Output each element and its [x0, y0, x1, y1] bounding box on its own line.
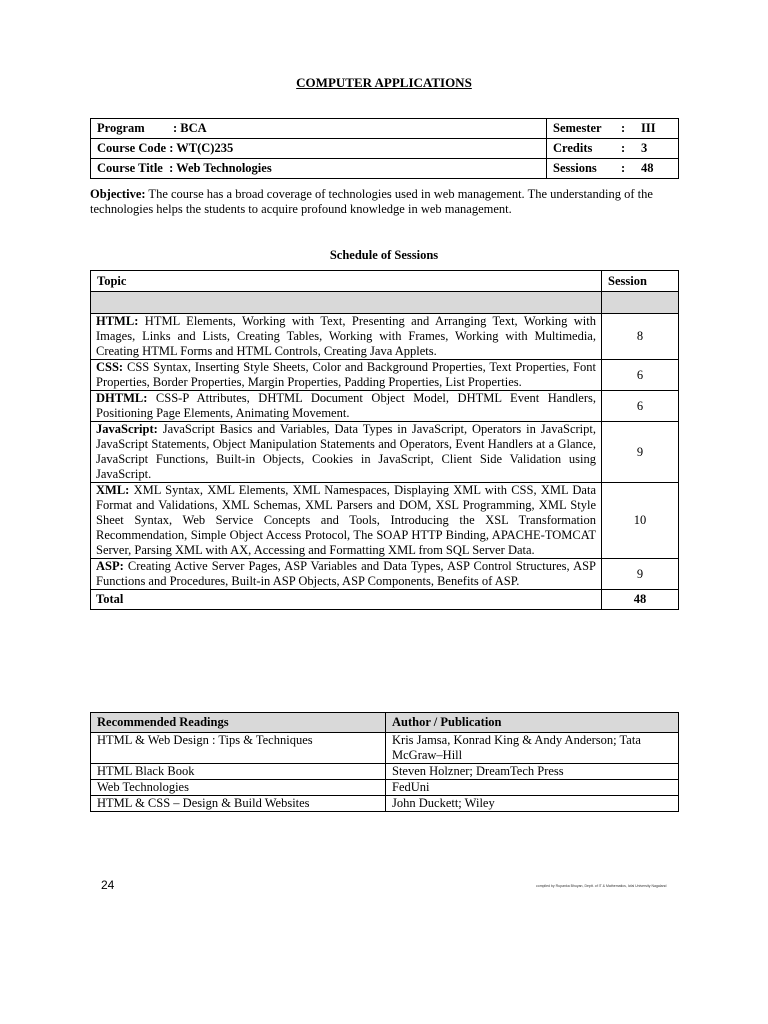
total-value: 48 — [602, 590, 679, 610]
schedule-table — [90, 270, 679, 610]
topic-text: XML Syntax, XML Elements, XML Namespaces, Displaying XML with CSS, XML Data Format and Validations, XML Schemas, XML Parsers and DOM, XSL Programming, XML Style Sheet Syntax, Web Service Concepts and Tools, Introducing the XSL Transformation Recommendation, Simple Object Access Protocol, The SOAP HTTP Binding, APACHE-TOMCAT Server, Parsing XML with AX, Accessing and Formatting XML from SQL Server Data. — [96, 483, 596, 557]
objective-label: Objective: — [90, 187, 146, 201]
topic-name: CSS: — [96, 360, 124, 374]
course-info-table — [90, 118, 679, 179]
schedule-heading: Schedule of Sessions — [329, 248, 439, 262]
semester-colon: : — [621, 121, 626, 135]
sessions-cell — [547, 159, 679, 179]
book-author: FedUni — [386, 780, 679, 796]
course-title-cell — [91, 159, 547, 179]
table-row — [91, 764, 679, 780]
course-info-row — [91, 119, 679, 139]
session-count: 9 — [602, 559, 679, 590]
course-title-value: : Web Technologies — [169, 161, 272, 175]
credits-label: Credits — [553, 141, 593, 155]
book-title: Web Technologies — [91, 780, 386, 796]
objective-paragraph — [90, 187, 682, 217]
code-cell — [91, 139, 547, 159]
schedule-header-row — [91, 271, 679, 292]
table-row — [91, 314, 679, 360]
course-title-label: Course Title — [97, 161, 163, 175]
code-label: Course Code — [97, 141, 167, 155]
author-header: Author / Publication — [386, 713, 679, 733]
table-row — [91, 796, 679, 812]
book-title: HTML & CSS – Design & Build Websites — [91, 796, 386, 812]
credits-cell — [547, 139, 679, 159]
table-row — [91, 559, 679, 590]
topic-name: ASP: — [96, 559, 124, 573]
semester-value: III — [641, 121, 656, 135]
topic-text: JavaScript Basics and Variables, Data Types in JavaScript, Operators in JavaScript, JavaScript Statements, Object Manipulation Statements and Operators, Event Handlers at a Glance, JavaScript Functions, Built-in Objects, Cookies in JavaScript, Client Side Validation using JavaScript. — [96, 422, 596, 481]
topic-cell — [91, 360, 602, 391]
credits-colon: : — [621, 141, 626, 155]
program-value: : BCA — [173, 121, 207, 135]
book-author: Steven Holzner; DreamTech Press — [386, 764, 679, 780]
code-value: : WT(C)235 — [169, 141, 234, 155]
topic-name: DHTML: — [96, 391, 148, 405]
table-row — [91, 733, 679, 764]
page-title: COMPUTER APPLICATIONS — [296, 75, 472, 90]
table-row — [91, 360, 679, 391]
topic-text: HTML Elements, Working with Text, Presenting and Arranging Text, Working with Images, Links and Lists, Creating Tables, Working with Frames, Working with Multimedia, Creating HTML Forms and HTML Controls, Creating Java Applets. — [96, 314, 596, 358]
table-row — [91, 483, 679, 559]
page-number: 24 — [101, 878, 115, 892]
topic-text: Creating Active Server Pages, ASP Variables and Data Types, ASP Control Structures, ASP Functions and Procedures, Built-in ASP Objects, ASP Components, Benefits of ASP. — [96, 559, 596, 588]
book-author: John Duckett; Wiley — [386, 796, 679, 812]
program-cell — [91, 119, 547, 139]
footer-note: compiled by Rupanka Bhuyan, Deptt. of IT & Mathematics, Icfai University Nagaland — [536, 884, 667, 888]
table-row — [91, 391, 679, 422]
total-row — [91, 590, 679, 610]
readings-header-row — [91, 713, 679, 733]
sessions-label: Sessions — [553, 161, 597, 175]
credits-value: 3 — [641, 141, 648, 155]
session-count: 9 — [602, 422, 679, 483]
course-info-row — [91, 139, 679, 159]
course-info-row — [91, 159, 679, 179]
topic-cell — [91, 559, 602, 590]
session-count: 6 — [602, 391, 679, 422]
schedule-spacer-row — [91, 292, 679, 314]
program-label: Program — [97, 121, 145, 135]
objective-text: The course has a broad coverage of technologies used in web management. The understanding of the technologies helps the students to acquire profound knowledge in web management. — [90, 187, 653, 216]
table-row — [91, 422, 679, 483]
topic-text: CSS-P Attributes, DHTML Document Object Model, DHTML Event Handlers, Positioning Page Elements, Animating Movement. — [96, 391, 596, 420]
topic-name: JavaScript: — [96, 422, 158, 436]
topic-cell — [91, 314, 602, 360]
session-header: Session — [602, 271, 679, 292]
book-title: HTML Black Book — [91, 764, 386, 780]
topic-cell — [91, 483, 602, 559]
topic-cell — [91, 391, 602, 422]
semester-cell — [547, 119, 679, 139]
sessions-colon: : — [621, 161, 626, 175]
session-count: 6 — [602, 360, 679, 391]
topic-cell — [91, 422, 602, 483]
readings-header: Recommended Readings — [91, 713, 386, 733]
topic-name: HTML: — [96, 314, 139, 328]
semester-label: Semester — [553, 121, 602, 135]
book-author: Kris Jamsa, Konrad King & Andy Anderson; Tata McGraw–Hill — [386, 733, 679, 764]
topic-text: CSS Syntax, Inserting Style Sheets, Color and Background Properties, Text Properties, Font Properties, Border Properties, Margin Properties, Padding Properties, List Properties. — [96, 360, 596, 389]
readings-table — [90, 712, 679, 812]
total-label: Total — [91, 590, 602, 610]
book-title: HTML & Web Design : Tips & Techniques — [91, 733, 386, 764]
topic-name: XML: — [96, 483, 130, 497]
sessions-value: 48 — [641, 161, 654, 175]
topic-header: Topic — [91, 271, 602, 292]
table-row — [91, 780, 679, 796]
session-count: 10 — [602, 483, 679, 559]
session-count: 8 — [602, 314, 679, 360]
